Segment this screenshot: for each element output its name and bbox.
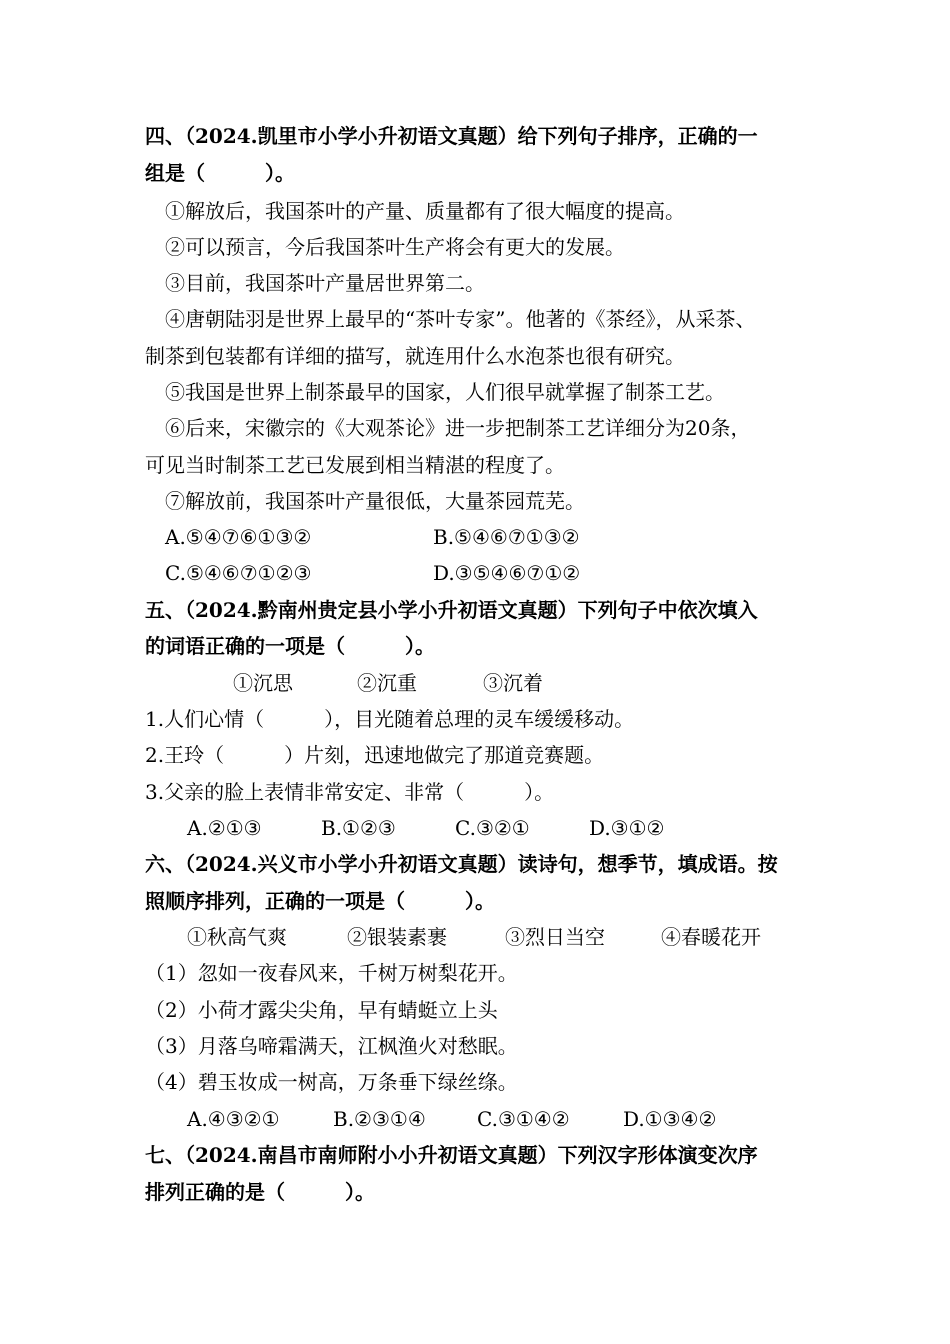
question-6-idiom-4: ④春暖花开 (661, 925, 761, 949)
question-7-header-line1: 七、（2024.南昌市南师附小小升初语文真题）下列汉字形体演变次序 (145, 1143, 758, 1167)
question-4-option-b: B.⑤④⑥⑦①③② (433, 525, 580, 549)
question-4-sentence-5: ⑤我国是世界上制茶最早的国家，人们很早就掌握了制茶工艺。 (165, 380, 725, 404)
question-5-sentence-3: 3.父亲的脸上表情非常安定、非常（ ）。 (145, 780, 555, 804)
question-4-sentence-1: ①解放后，我国茶叶的产量、质量都有了很大幅度的提高。 (165, 199, 685, 223)
question-6-idiom-3: ③烈日当空 (505, 925, 605, 949)
question-6-poem-4: （4）碧玉妆成一树高，万条垂下绿丝绦。 (145, 1070, 518, 1094)
question-4-sentence-6: ⑥后来，宋徽宗的《大观茶论》进一步把制茶工艺详细分为20条， (165, 416, 751, 440)
question-5-option-d: D.③①② (589, 816, 665, 840)
question-6-poem-3: （3）月落乌啼霜满天，江枫渔火对愁眠。 (145, 1034, 518, 1058)
question-4-sentence-2: ②可以预言，今后我国茶叶生产将会有更大的发展。 (165, 235, 625, 259)
question-6-poem-1: （1）忽如一夜春风来，千树万树梨花开。 (145, 961, 518, 985)
question-6-idiom-2: ②银装素裹 (347, 925, 447, 949)
question-5-sentence-1: 1.人们心情（ ），目光随着总理的灵车缓缓移动。 (145, 707, 635, 731)
question-7-header-line2: 排列正确的是（ ）。 (145, 1180, 375, 1204)
question-4-option-a: A.⑤④⑦⑥①③② (165, 525, 312, 549)
question-5-option-c: C.③②① (455, 816, 530, 840)
question-5-option-b: B.①②③ (321, 816, 396, 840)
question-6-option-d: D.①③④② (623, 1107, 717, 1131)
question-5-word-3: ③沉着 (483, 671, 543, 695)
question-4-sentence-7: ⑦解放前，我国茶叶产量很低，大量茶园荒芜。 (165, 489, 585, 513)
question-5-option-a: A.②①③ (187, 816, 262, 840)
question-6-header-line1: 六、（2024.兴义市小学小升初语文真题）读诗句，想季节，填成语。按 (145, 852, 778, 876)
question-4-option-c: C.⑤④⑥⑦①②③ (165, 561, 312, 585)
question-6-option-c: C.③①④② (477, 1107, 570, 1131)
question-6-poem-2: （2）小荷才露尖尖角，早有蜻蜓立上头 (145, 998, 498, 1022)
question-4-sentence-4-cont: 制茶到包装都有详细的描写，就连用什么水泡茶也很有研究。 (145, 344, 685, 368)
question-4-sentence-3: ③目前，我国茶叶产量居世界第二。 (165, 271, 485, 295)
question-4-sentence-4: ④唐朝陆羽是世界上最早的“茶叶专家”。他著的《茶经》，从采茶、 (165, 307, 756, 331)
question-5-word-1: ①沉思 (233, 671, 293, 695)
question-4-option-d: D.③⑤④⑥⑦①② (433, 561, 581, 585)
question-5-sentence-2: 2.王玲（ ）片刻，迅速地做完了那道竞赛题。 (145, 743, 605, 767)
question-6-header-line2: 照顺序排列，正确的一项是（ ）。 (145, 889, 495, 913)
question-5-header-line1: 五、（2024.黔南州贵定县小学小升初语文真题）下列句子中依次填入 (145, 598, 758, 622)
question-6-option-b: B.②③①④ (333, 1107, 426, 1131)
question-6-idiom-1: ①秋高气爽 (187, 925, 287, 949)
question-5-header-line2: 的词语正确的一项是（ ）。 (145, 634, 435, 658)
question-5-word-2: ②沉重 (357, 671, 417, 695)
question-4-sentence-6-cont: 可见当时制茶工艺已发展到相当精湛的程度了。 (145, 453, 565, 477)
question-4-header-line1: 四、（2024.凯里市小学小升初语文真题）给下列句子排序，正确的一 (145, 124, 758, 148)
question-6-option-a: A.④③②① (187, 1107, 280, 1131)
question-4-header-line2: 组是（ ）。 (145, 161, 295, 185)
